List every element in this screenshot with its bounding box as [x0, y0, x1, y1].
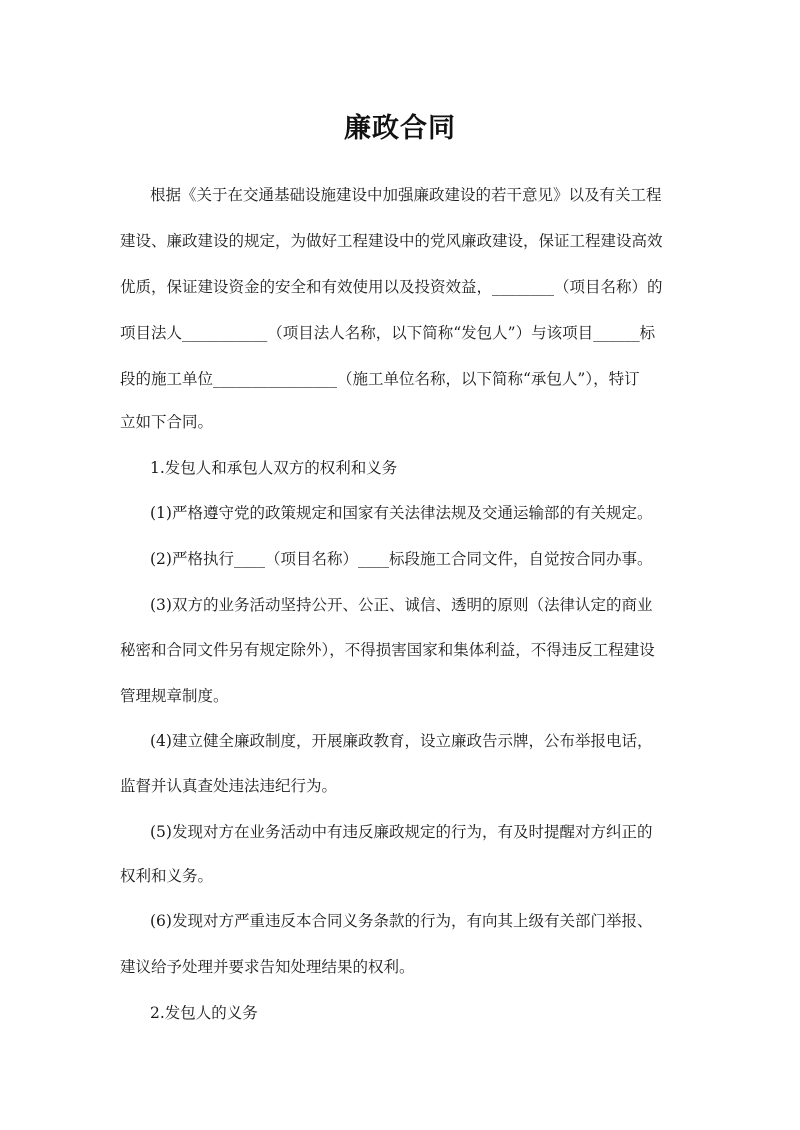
clause-line: (6)发现对方严重违反本合同义务条款的行为，有向其上级有关部门举报、 [150, 912, 653, 930]
paragraph-line: 立如下合同。 [120, 413, 214, 431]
paragraph-line: 建设、廉政建设的规定，为做好工程建设中的党风廉政建设，保证工程建设高效 [120, 232, 663, 250]
section-heading: 1.发包人和承包人双方的权利和义务 [150, 459, 398, 477]
clause-line: (2)严格执行____（项目名称）____标段施工合同文件，自觉按合同办事。 [150, 550, 653, 568]
paragraph-line: 优质，保证建设资金的安全和有效使用以及投资效益，________（项目名称）的 [120, 278, 663, 296]
clause-line: 权利和义务。 [120, 867, 214, 885]
document-title: 廉政合同 [344, 113, 456, 144]
clause-line: 监督并认真查处违法违纪行为。 [120, 777, 338, 795]
clause-line: 管理规章制度。 [120, 687, 229, 705]
clause-line: 建议给予处理并要求告知处理结果的权利。 [120, 958, 415, 976]
clause-line: 秘密和合同文件另有规定除外），不得损害国家和集体利益，不得违反工程建设 [120, 641, 655, 659]
clause-line: (1)严格遵守党的政策规定和国家有关法律法规及交通运输部的有关规定。 [150, 504, 653, 522]
paragraph-line: 项目法人___________（项目法人名称，以下简称“发包人”）与该项目______标 [120, 324, 656, 342]
paragraph-line: 根据《关于在交通基础设施建设中加强廉政建设的若干意见》以及有关工程 [150, 186, 662, 204]
clause-line: (3)双方的业务活动坚持公开、公正、诚信、透明的原则（法律认定的商业 [150, 596, 653, 614]
clause-line: (5)发现对方在业务活动中有违反廉政规定的行为，有及时提醒对方纠正的 [150, 823, 653, 841]
clause-line: (4)建立健全廉政制度，开展廉政教育，设立廉政告示牌，公布举报电话， [150, 732, 653, 750]
section-heading: 2.发包人的义务 [150, 1004, 258, 1022]
paragraph-line: 段的施工单位________________（施工单位名称，以下简称“承包人”），特订 [120, 370, 640, 388]
